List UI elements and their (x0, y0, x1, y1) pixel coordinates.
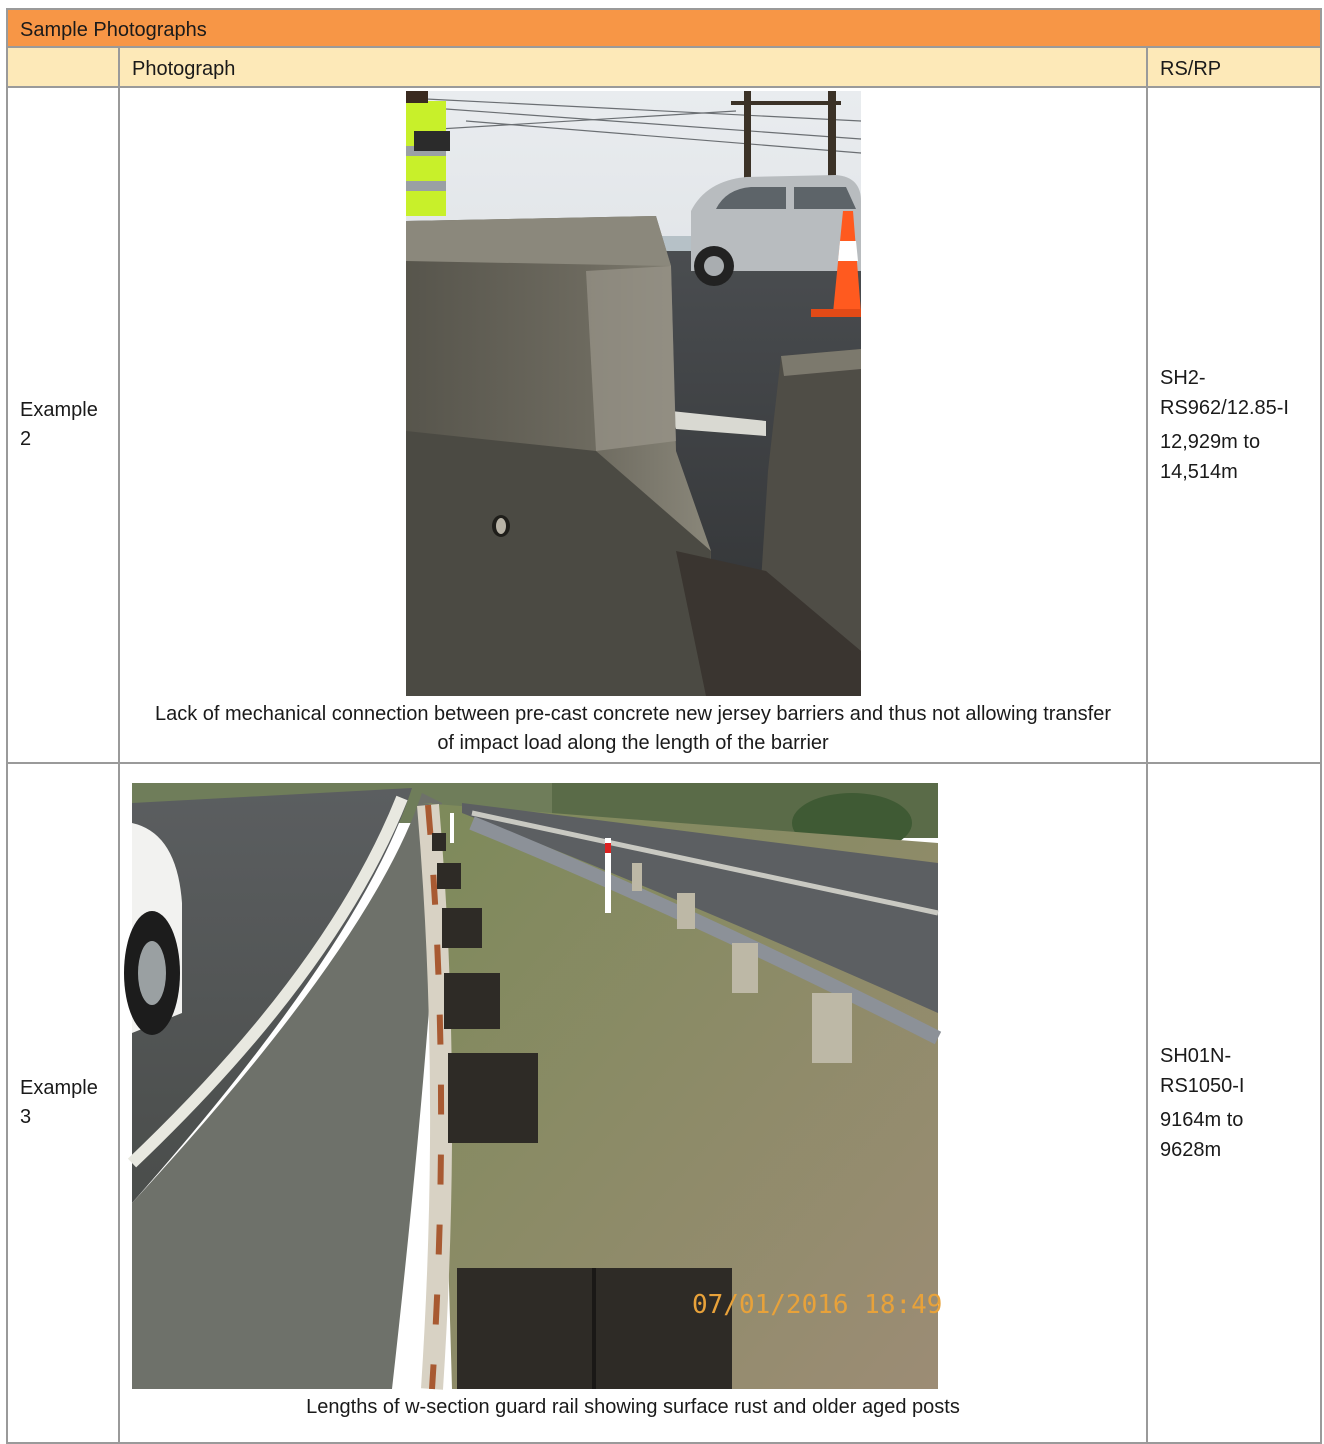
photo-cell (119, 87, 1147, 763)
photo-timestamp: 07/01/2016 18:49 (692, 1289, 943, 1320)
example-label: Example 3 (7, 763, 119, 1443)
worker-figure (406, 91, 450, 216)
photo-caption: Lack of mechanical connection between pre-cast concrete new jersey barriers and thus not allowing transfer of impact load along the length of the barrier (154, 702, 1112, 754)
example-label: Example 2 (7, 87, 119, 763)
location-line: 9628m (1160, 1139, 1222, 1161)
location-line: 12,929m to (1160, 431, 1261, 453)
photo-caption: Lengths of w-section guard rail showing surface rust and older aged posts (306, 1395, 960, 1418)
location-cell (1147, 763, 1321, 1443)
location-line: RS962/12.85-I (1160, 397, 1289, 419)
photo-cell (119, 763, 1147, 1443)
guardrail-photo (132, 783, 943, 1389)
header-location: RS/RP (1147, 47, 1321, 87)
header-row (7, 47, 1321, 87)
report-sheet (6, 8, 1320, 1418)
header-example (7, 47, 119, 87)
location-line: RS1050-I (1160, 1075, 1245, 1097)
title-row (7, 9, 1321, 47)
table-row (7, 87, 1321, 763)
sample-photographs-table (6, 8, 1322, 1444)
barrier-photo (406, 91, 861, 696)
section-title: Sample Photographs (7, 9, 1321, 47)
location-line: 14,514m (1160, 461, 1238, 483)
location-line: SH2- (1160, 367, 1206, 389)
table-row (7, 763, 1321, 1443)
location-cell (1147, 87, 1321, 763)
car-icon (691, 175, 861, 286)
location-line: 9164m to (1160, 1109, 1244, 1131)
location-line: SH01N- (1160, 1045, 1232, 1067)
header-photograph: Photograph (119, 47, 1147, 87)
